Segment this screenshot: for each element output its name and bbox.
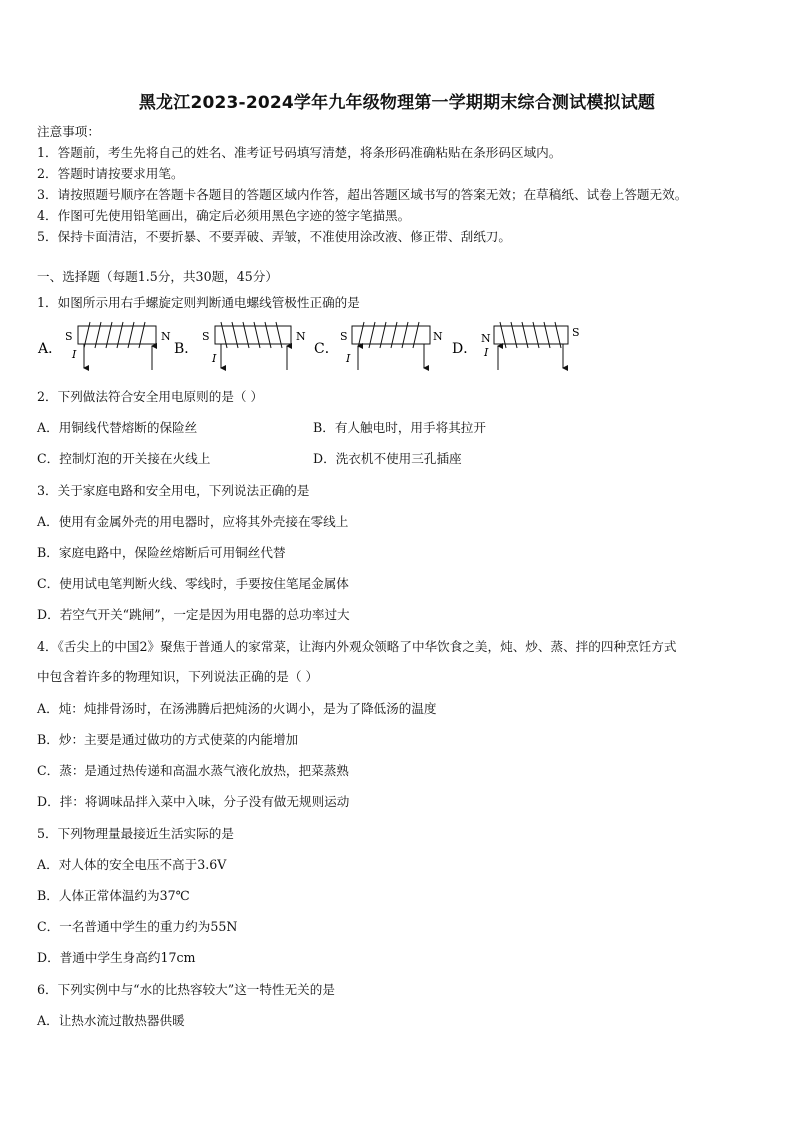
question-1-stem: 1．如图所示用右手螺旋定则判断通电螺线管极性正确的是 [37, 295, 360, 310]
question-3-stem: 3．关于家庭电路和安全用电，下列说法正确的是 [37, 483, 310, 498]
current-label: I [484, 346, 489, 359]
option-d: D．洗衣机不使用三孔插座 [313, 451, 462, 466]
option-b: B．人体正常体温约为37℃ [37, 888, 190, 903]
option-a: A．用铜线代替熔断的保险丝 [37, 420, 198, 435]
pole-left: S [65, 330, 73, 343]
pole-left: N [481, 332, 491, 345]
option-a-figure [37, 322, 171, 370]
question-5-stem: 5．下列物理量最接近生活实际的是 [37, 826, 234, 841]
option-c: C．使用试电笔判断火线、零线时，手要按住笔尾金属体 [37, 576, 349, 591]
option-d-figure [452, 322, 580, 370]
notice-item: 2．答题时请按要求用笔。 [37, 166, 184, 181]
notice-item: 4．作图可先使用铅笔画出，确定后必须用黑色字迹的签字笔描黑。 [37, 208, 411, 223]
option-c: C．控制灯泡的开关接在火线上 [37, 451, 211, 466]
option-d: D．若空气开关“跳闸”，一定是因为用电器的总功率过大 [37, 607, 350, 622]
exam-title: 黑龙江2023-2024学年九年级物理第一学期期末综合测试模拟试题 [138, 93, 656, 113]
option-d: D．普通中学生身高约17cm [37, 950, 196, 965]
pole-right: N [161, 330, 171, 343]
option-b: B．有人触电时，用手将其拉开 [313, 420, 486, 435]
current-label: I [72, 348, 77, 361]
notice-item: 5．保持卡面清洁，不要折暴、不要弄破、弄皱，不准使用涂改液、修正带、刮纸刀。 [37, 229, 511, 244]
pole-left: S [340, 330, 348, 343]
option-a: A．使用有金属外壳的用电器时，应将其外壳接在零线上 [37, 514, 349, 529]
pole-right: S [572, 326, 580, 339]
option-d: D．拌：将调味品拌入菜中入味，分子没有做无规则运动 [37, 794, 350, 809]
pole-right: N [433, 330, 443, 343]
question-4-stem-cont: 中包含着许多的物理知识，下列说法正确的是（ ） [37, 669, 319, 684]
section-heading: 一、选择题（每题1.5分，共30题，45分） [37, 269, 278, 284]
option-c: C．蒸：是通过热传递和高温水蒸气液化放热，把菜蒸熟 [37, 763, 349, 778]
option-b: B．家庭电路中，保险丝熔断后可用铜丝代替 [37, 545, 286, 560]
option-b: B．炒：主要是通过做功的方式使菜的内能增加 [37, 732, 299, 747]
option-c-label: C． [314, 341, 339, 357]
notice-heading: 注意事项： [37, 124, 100, 139]
question-6-stem: 6．下列实例中与“水的比热容较大”这一特性无关的是 [37, 982, 335, 997]
option-a: A．让热水流过散热器供暖 [37, 1013, 185, 1028]
current-label: I [212, 352, 217, 365]
solenoid-figures [0, 318, 794, 378]
option-b-figure [174, 322, 306, 370]
option-c-figure [314, 322, 443, 370]
option-b-label: B． [174, 341, 199, 357]
option-a: A．炖：炖排骨汤时，在汤沸腾后把炖汤的火调小，是为了降低汤的温度 [37, 701, 437, 716]
option-a: A．对人体的安全电压不高于3.6V [37, 857, 227, 872]
option-a-label: A． [38, 341, 63, 357]
notice-item: 1．答题前，考生先将自己的姓名、准考证号码填写清楚，将条形码准确粘贴在条形码区域内。 [37, 145, 562, 160]
notice-item: 3．请按照题号顺序在答题卡各题目的答题区域内作答，超出答题区域书写的答案无效；在草稿纸、试卷上答题无效。 [37, 187, 688, 202]
option-d-label: D． [452, 341, 478, 357]
pole-left: S [202, 330, 210, 343]
pole-right: N [296, 330, 306, 343]
option-c: C．一名普通中学生的重力约为55N [37, 919, 238, 934]
current-label: I [346, 352, 351, 365]
question-4-stem: 4．《舌尖上的中国2》聚焦于普通人的家常菜，让海内外观众领略了中华饮食之美，炖、炒、蒸、拌的四种烹饪方式 [37, 639, 677, 654]
question-2-stem: 2．下列做法符合安全用电原则的是（ ） [37, 389, 264, 404]
